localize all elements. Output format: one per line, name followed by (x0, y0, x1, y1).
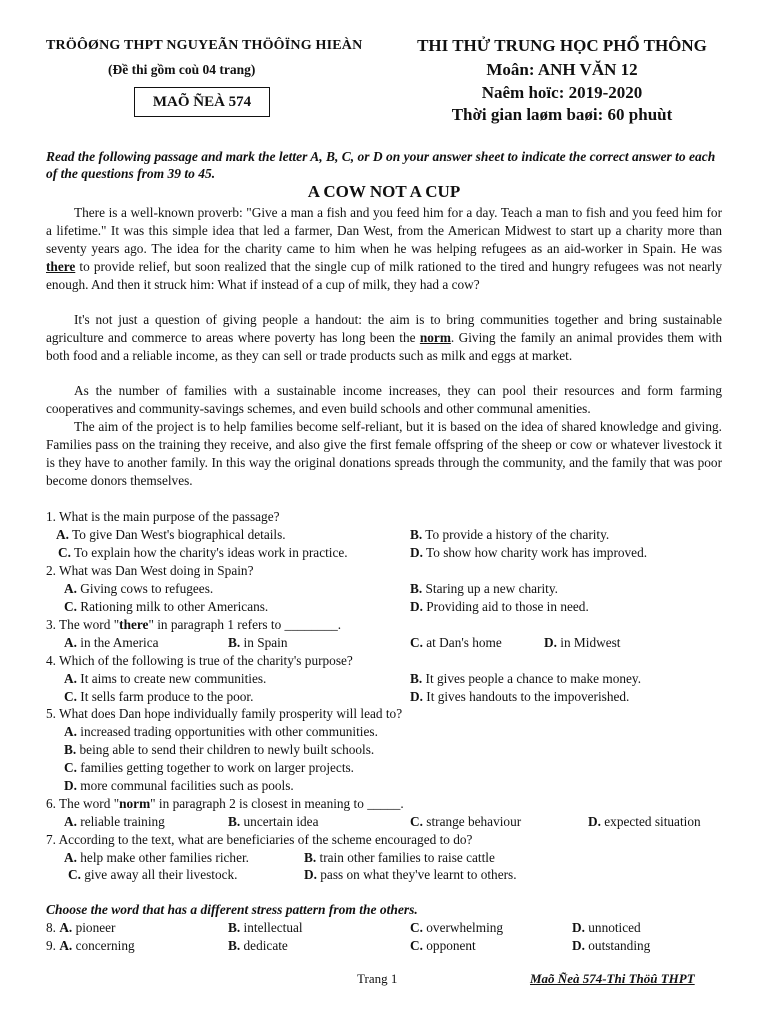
paragraph-3: As the number of families with a sustainable income increases, they can pool their resources and form farming cooperatives and community-savings schemes, and even build schools and other communal amenities. (46, 383, 722, 416)
q8-option-c[interactable]: C. overwhelming (410, 920, 504, 935)
q5-option-b[interactable]: B. being able to send their children to newly built schools. (64, 742, 375, 757)
q6-option-c[interactable]: C. strange behaviour (410, 814, 522, 829)
q2-option-b[interactable]: B. Staring up a new charity. (410, 581, 558, 596)
q7-option-a[interactable]: A. help make other families richer. (64, 850, 249, 865)
q9-option-c[interactable]: C. opponent (410, 938, 476, 953)
question-4: 4. Which of the following is true of the charity's purpose? (46, 653, 353, 668)
q5-option-c[interactable]: C. families getting together to work on larger projects. (64, 760, 355, 775)
q2-option-c[interactable]: C. Rationing milk to other Americans. (64, 599, 269, 614)
question-2: 2. What was Dan West doing in Spain? (46, 563, 254, 578)
question-3: 3. The word "there" in paragraph 1 refers to ________. (46, 617, 342, 632)
q6-option-b[interactable]: B. uncertain idea (228, 814, 319, 829)
q5-option-a[interactable]: A. increased trading opportunities with other communities. (64, 724, 378, 739)
q2-option-d[interactable]: D. Providing aid to those in need. (410, 599, 589, 614)
reading-instruction: Read the following passage and mark the letter A, B, C, or D on your answer sheet to indicate the correct answer to each of the questions from 39 to 45. (46, 149, 716, 181)
pages-note: (Đề thi gồm coù 04 trang) (108, 62, 256, 77)
q3-option-a[interactable]: A. in the America (64, 635, 159, 650)
q1-option-d[interactable]: D. To show how charity work has improved. (410, 545, 648, 560)
q9-option-a[interactable]: 9. A. concerning (46, 938, 135, 953)
subject: Moân: ANH VĂN 12 (486, 60, 638, 79)
keyword-norm: norm (419, 330, 451, 345)
q9-option-b[interactable]: B. dedicate (228, 938, 288, 953)
paragraph-2: It's not just a question of giving people a handout: the aim is to bring communities together and bring sustainable agriculture and commerce to areas where poverty has long been the norm. Giving the family an animal provides them with both food and a reliable income, as they can sell or trade products such as milk and eggs at market. (46, 312, 722, 363)
q3-option-d[interactable]: D. in Midwest (544, 635, 621, 650)
q4-option-c[interactable]: C. It sells farm produce to the poor. (64, 689, 254, 704)
passage-title: A COW NOT A CUP (307, 182, 461, 201)
question-1: 1. What is the main purpose of the passage? (46, 509, 280, 524)
footer-code-ref: Maõ Ñeà 574-Thi Thöû THPT (530, 971, 695, 986)
q1-option-c[interactable]: C. To explain how the charity's ideas work in practice. (58, 545, 348, 560)
q3-option-b[interactable]: B. in Spain (228, 635, 288, 650)
paragraph-4: The aim of the project is to help families become self-reliant, but it is based on the idea of shared knowledge and giving. Families pass on the training they receive, and also give the first female offspring of the sheep or cow or whatever livestock it is they have to another family. In this way the original donations spreads through the community, and the family that was poor become donors themselves. (46, 419, 722, 488)
question-7: 7. According to the text, what are beneficiaries of the scheme encouraged to do? (46, 832, 473, 847)
q6-option-d[interactable]: D. expected situation (588, 814, 701, 829)
exam-title: THI THỬ TRUNG HỌC PHỔ THÔNG (417, 36, 707, 55)
q5-option-d[interactable]: D. more communal facilities such as pools. (64, 778, 294, 793)
question-6: 6. The word "norm" in paragraph 2 is closest in meaning to _____. (46, 796, 404, 811)
school-year: Naêm hoïc: 2019-2020 (481, 83, 643, 102)
paragraph-1: There is a well-known proverb: "Give a man a fish and you feed him for a day. Teach a man to fish and you feed him for a lifetime." It was this simple idea that led a farmer, Dan West, from the American Midwest to start up a charity more than seventy years ago. The idea for the charity came to him when he was helping refugees as an aid-worker in Spain. He was there to provide relief, but soon realized that the single cup of milk rationed to the tired and hungry refugees was not nearly enough. And then it struck him: What if instead of a cup of milk, they had a cow? (46, 205, 722, 292)
stress-instruction: Choose the word that has a different stress pattern from the others. (46, 902, 418, 917)
exam-code-box: MAÕ ÑEÀ 574 (134, 87, 270, 117)
q6-option-a[interactable]: A. reliable training (64, 814, 165, 829)
school-name: TRÖÔØNG THPT NGUYEÃN THÖÔÏNG HIEÀN (46, 38, 363, 53)
q8-option-b[interactable]: B. intellectual (228, 920, 303, 935)
page-number: Trang 1 (357, 971, 398, 986)
q1-option-a[interactable]: A. To give Dan West's biographical details. (56, 527, 286, 542)
q8-option-d[interactable]: D. unnoticed (572, 920, 641, 935)
q4-option-d[interactable]: D. It gives handouts to the impoverished. (410, 689, 630, 704)
q7-option-c[interactable]: C. give away all their livestock. (68, 867, 238, 882)
q9-option-d[interactable]: D. outstanding (572, 938, 651, 953)
q4-option-a[interactable]: A. It aims to create new communities. (64, 671, 267, 686)
q7-option-d[interactable]: D. pass on what they've learnt to others. (304, 867, 517, 882)
q2-option-a[interactable]: A. Giving cows to refugees. (64, 581, 214, 596)
exam-duration: Thời gian laøm baøi: 60 phuùt (451, 105, 673, 124)
keyword-there: there (46, 259, 76, 274)
question-5: 5. What does Dan hope individually family prosperity will lead to? (46, 706, 403, 721)
q1-option-b[interactable]: B. To provide a history of the charity. (410, 527, 610, 542)
q7-option-b[interactable]: B. train other families to raise cattle (304, 850, 495, 865)
q8-option-a[interactable]: 8. A. pioneer (46, 920, 116, 935)
q4-option-b[interactable]: B. It gives people a chance to make money. (410, 671, 642, 686)
q3-option-c[interactable]: C. at Dan's home (410, 635, 502, 650)
